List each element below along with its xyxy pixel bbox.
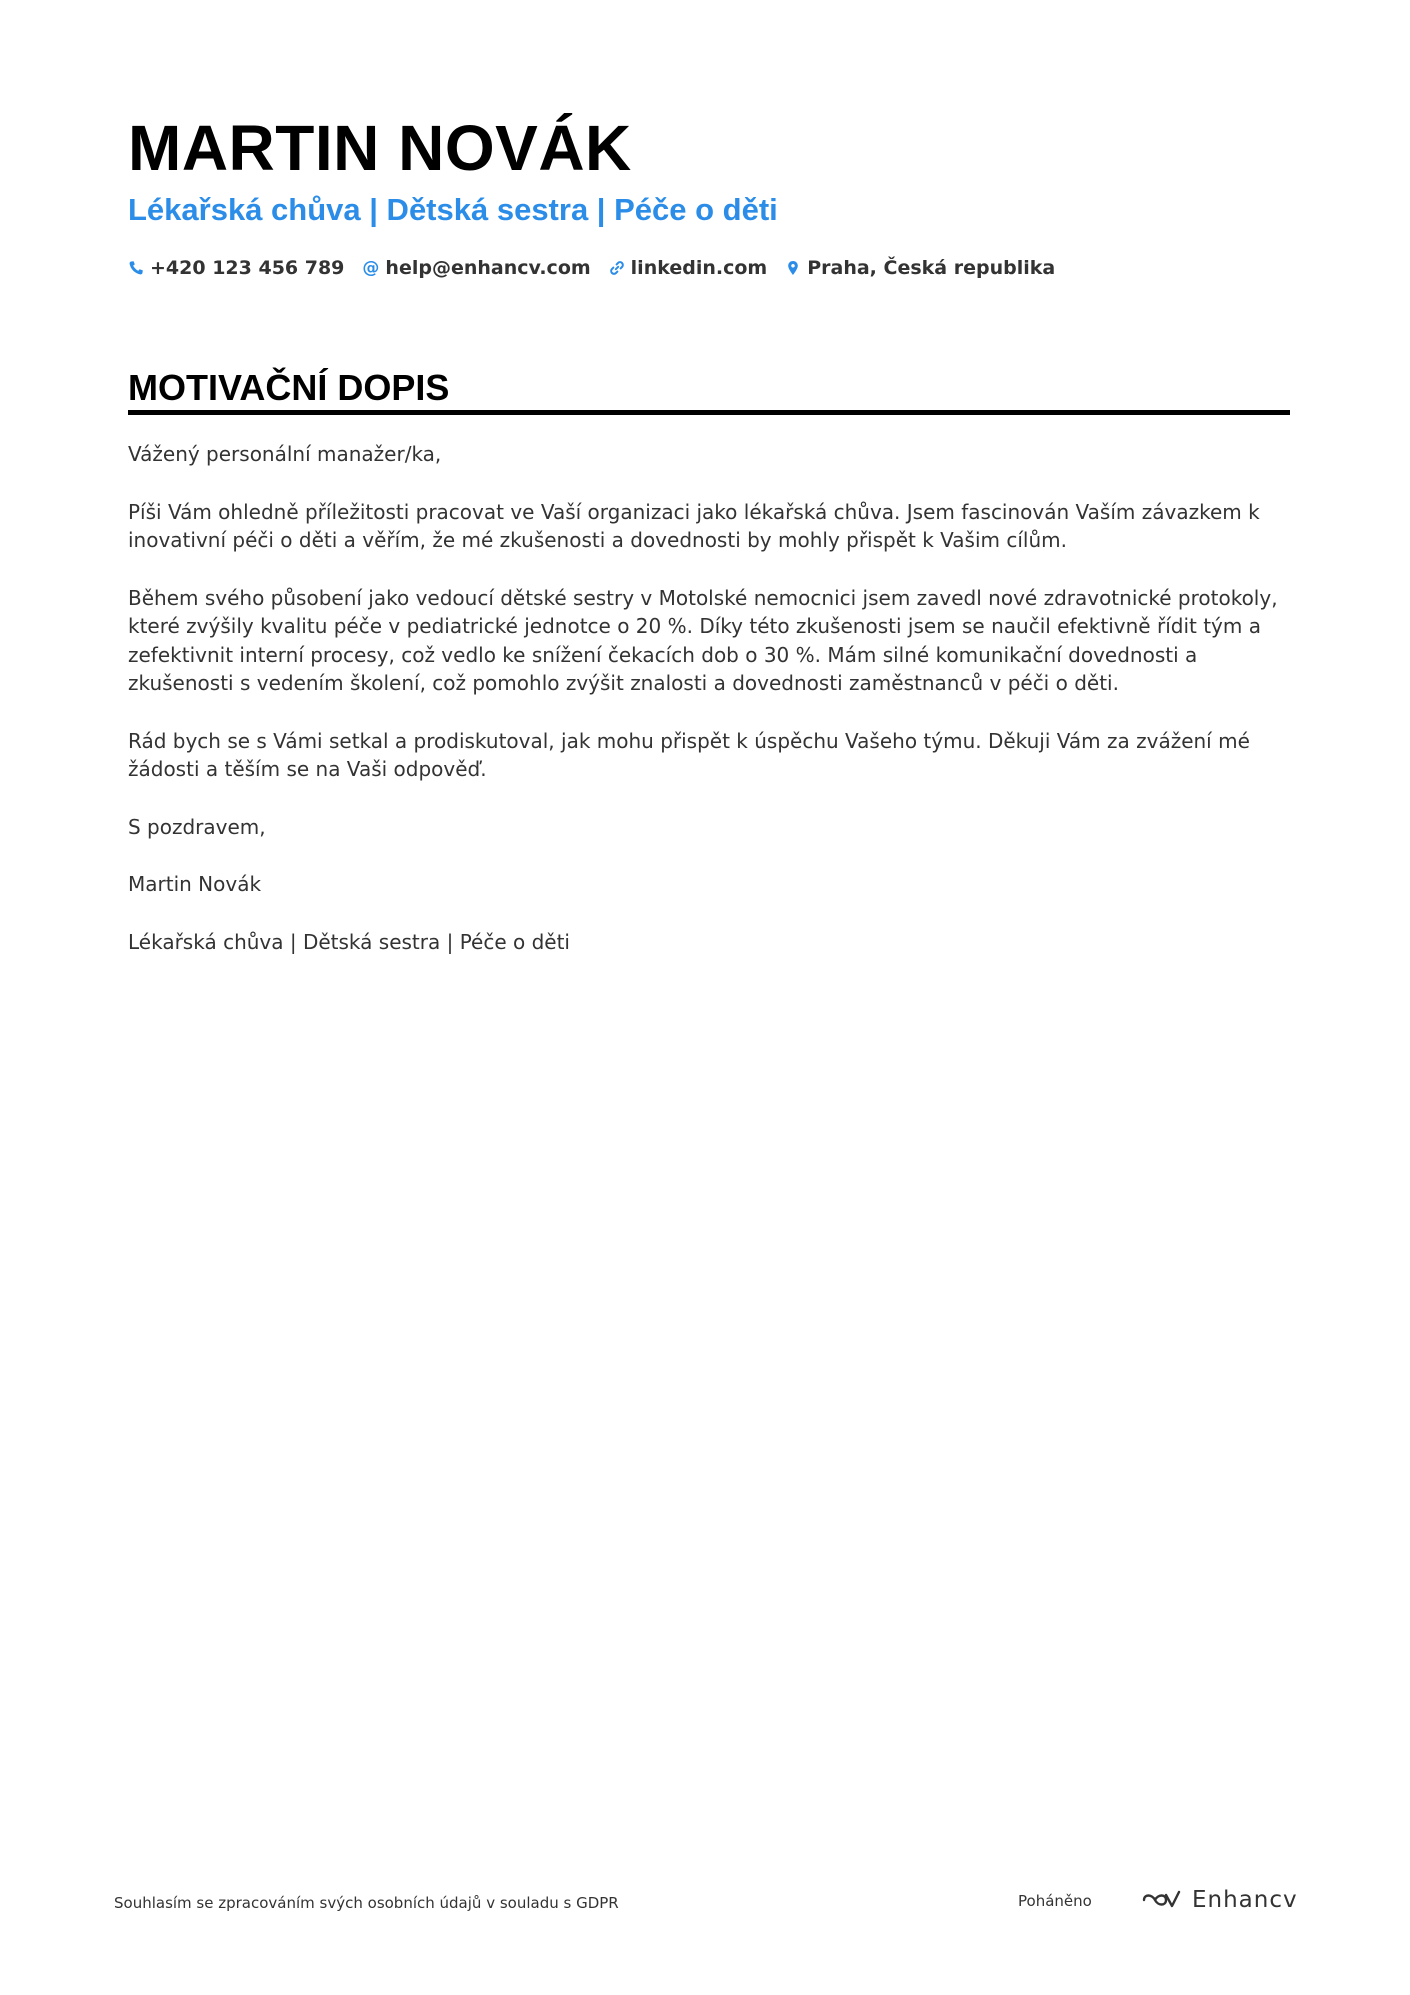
phone-number: +420 123 456 789	[150, 257, 345, 279]
contact-phone	[128, 257, 344, 279]
letter-body	[128, 440, 1290, 985]
enhancv-logo-icon	[1138, 1887, 1184, 1913]
letter-paragraph-2: Během svého působení jako vedoucí dětské sestry v Motolské nemocnici jsem zavedl nové zdravotnické protokoly, které zvýšily kvalitu péče v pediatrické jednotce o 20 %. Díky této zkušenosti jsem se naučil efektivně řídit tým a zefektivnit interní procesy, což vedlo ke snížení čekacích dob o 30 %. Mám silné komunikační dovednosti a zkušenosti s vedením školení, což pomohlo zvýšit znalosti a dovednosti zaměstnanců v péči o děti.	[128, 585, 1278, 695]
location-pin-icon	[785, 260, 801, 276]
contact-bar	[128, 253, 1055, 283]
at-icon: @	[362, 258, 380, 278]
contact-email	[362, 257, 590, 279]
phone-icon	[128, 260, 144, 276]
section-title: MOTIVAČNÍ DOPIS	[128, 367, 450, 408]
contact-linkedin	[609, 257, 768, 279]
email-address: help@enhancv.com	[385, 257, 591, 279]
section-divider	[128, 410, 1290, 415]
powered-by-label: Poháněno	[1018, 1892, 1092, 1910]
letter-greeting: Vážený personální manažer/ka,	[128, 442, 442, 466]
gdpr-consent: Souhlasím se zpracováním svých osobních údajů v souladu s GDPR	[114, 1894, 619, 1912]
link-icon	[609, 260, 625, 276]
candidate-name: MARTIN NOVÁK	[128, 112, 632, 184]
linkedin-url: linkedin.com	[630, 257, 768, 279]
contact-location	[785, 257, 1055, 279]
signature-title: Lékařská chůva | Dětská sestra | Péče o děti	[128, 929, 570, 954]
letter-closing: S pozdravem,	[128, 814, 266, 839]
enhancv-brand[interactable]	[1138, 1886, 1298, 1914]
letter-paragraph-3: Rád bych se s Vámi setkal a prodiskutoval, jak mohu přispět k úspěchu Vašeho týmu. Děkuji Vám za zvážení mé žádosti a těším se na Vaši odpověď.	[128, 728, 1250, 781]
letter-paragraph-1: Píši Vám ohledně příležitosti pracovat ve Vaší organizaci jako lékařská chůva. Jsem fascinován Vaším závazkem k inovativní péči o děti a věřím, že mé zkušenosti a dovednosti by mohly přispět k Vašim cílům.	[128, 499, 1260, 552]
location-text: Praha, Česká republika	[807, 257, 1056, 279]
brand-name: Enhancv	[1192, 1887, 1298, 1913]
candidate-subtitle: Lékařská chůva | Dětská sestra | Péče o děti	[128, 192, 778, 227]
signature-name: Martin Novák	[128, 872, 262, 896]
